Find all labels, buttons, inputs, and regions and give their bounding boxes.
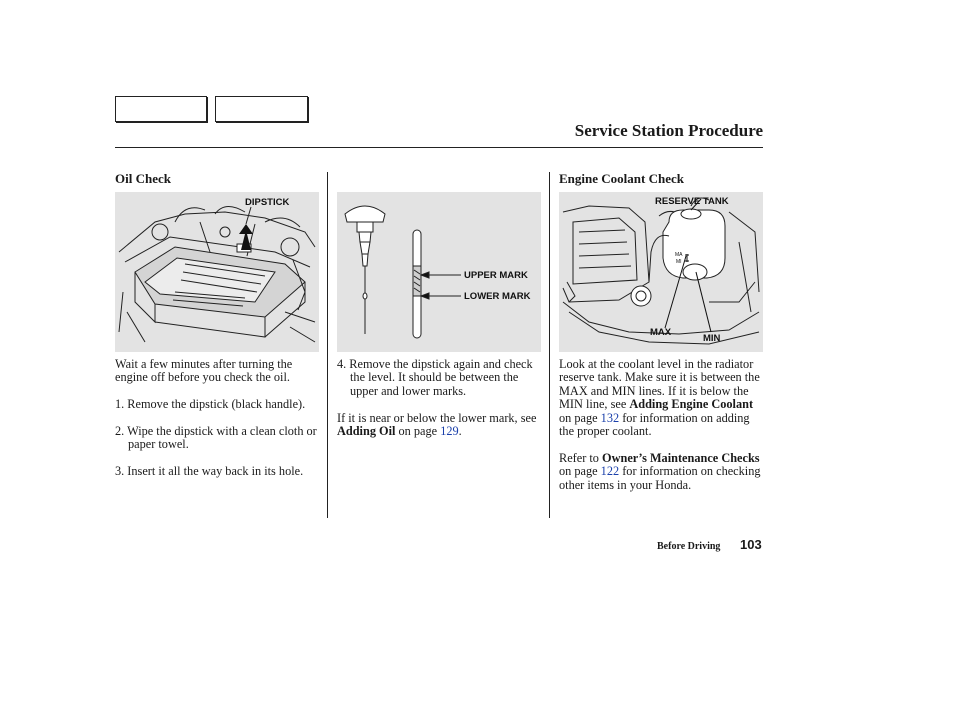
refer-to-text: Refer to: [559, 450, 599, 465]
oil-step-3: 3. Insert it all the way back in its hole.: [115, 464, 304, 479]
svg-text:MA: MA: [675, 252, 683, 258]
dipstick-check-text: [337, 358, 541, 452]
coolant-p1-text: Look at the coolant level in the radiator reserve tank. Make sure it is between the MAX and MIN lines. If it is below the MIN line, see: [559, 357, 760, 412]
coolant-paragraph-2: [559, 452, 763, 492]
min-label: MIN: [703, 333, 721, 344]
nav-tab-1[interactable]: [115, 96, 207, 122]
oil-step-1: 1. Remove the dipstick (black handle).: [115, 397, 306, 412]
maintenance-on-page: on page: [559, 464, 598, 479]
column-divider-1: [327, 172, 328, 518]
adding-oil-ref: Adding Oil: [337, 424, 396, 439]
engine-illustration: [115, 192, 319, 352]
on-page-text: on page: [398, 424, 438, 439]
footer-section-label: Before Driving: [657, 541, 721, 552]
max-label: MAX: [650, 327, 672, 338]
svg-text:MI: MI: [676, 259, 682, 265]
page-title: Service Station Procedure: [574, 121, 763, 140]
engine-coolant-heading: Engine Coolant Check: [559, 171, 684, 186]
oil-step-4: 4. Remove the dipstick again and check the level. It should be between the upper and lower marks.: [337, 357, 533, 398]
maintenance-checks-ref: Owner’s Maintenance Checks: [602, 450, 760, 465]
column-divider-2: [549, 172, 550, 518]
page-link-122[interactable]: 122: [600, 464, 620, 479]
coolant-p2-tail: for information on checking other items in your Honda.: [559, 464, 761, 492]
title-rule: [115, 147, 763, 148]
nav-tab-2[interactable]: [215, 96, 308, 122]
oil-check-heading: Oil Check: [115, 171, 171, 186]
upper-mark-label: UPPER MARK: [464, 270, 528, 281]
reserve-tank-label: RESERVE TANK: [655, 196, 729, 207]
engine-dipstick-figure: [115, 192, 319, 352]
oil-intro: Wait a few minutes after turning the engine off before you check the oil.: [115, 357, 293, 385]
period: .: [458, 424, 462, 439]
coolant-on-page: on page: [559, 410, 598, 425]
adding-oil-paragraph: [337, 412, 541, 439]
oil-check-text: [115, 358, 325, 492]
coolant-p1-tail: for information on adding the proper coolant.: [559, 410, 750, 439]
page-link-132[interactable]: 132: [600, 410, 620, 425]
near-mark-text: If it is near or below the lower mark, see: [337, 410, 537, 425]
dipstick-label: DIPSTICK: [245, 197, 290, 208]
lower-mark-label: LOWER MARK: [464, 291, 531, 302]
coolant-check-text: [559, 358, 763, 505]
oil-step-2: 2. Wipe the dipstick with a clean cloth or paper towel.: [115, 424, 317, 452]
coolant-paragraph-1: [559, 358, 763, 438]
page-link-129[interactable]: 129: [440, 424, 459, 439]
adding-coolant-ref: Adding Engine Coolant: [629, 397, 754, 412]
page-number: 103: [740, 537, 762, 552]
